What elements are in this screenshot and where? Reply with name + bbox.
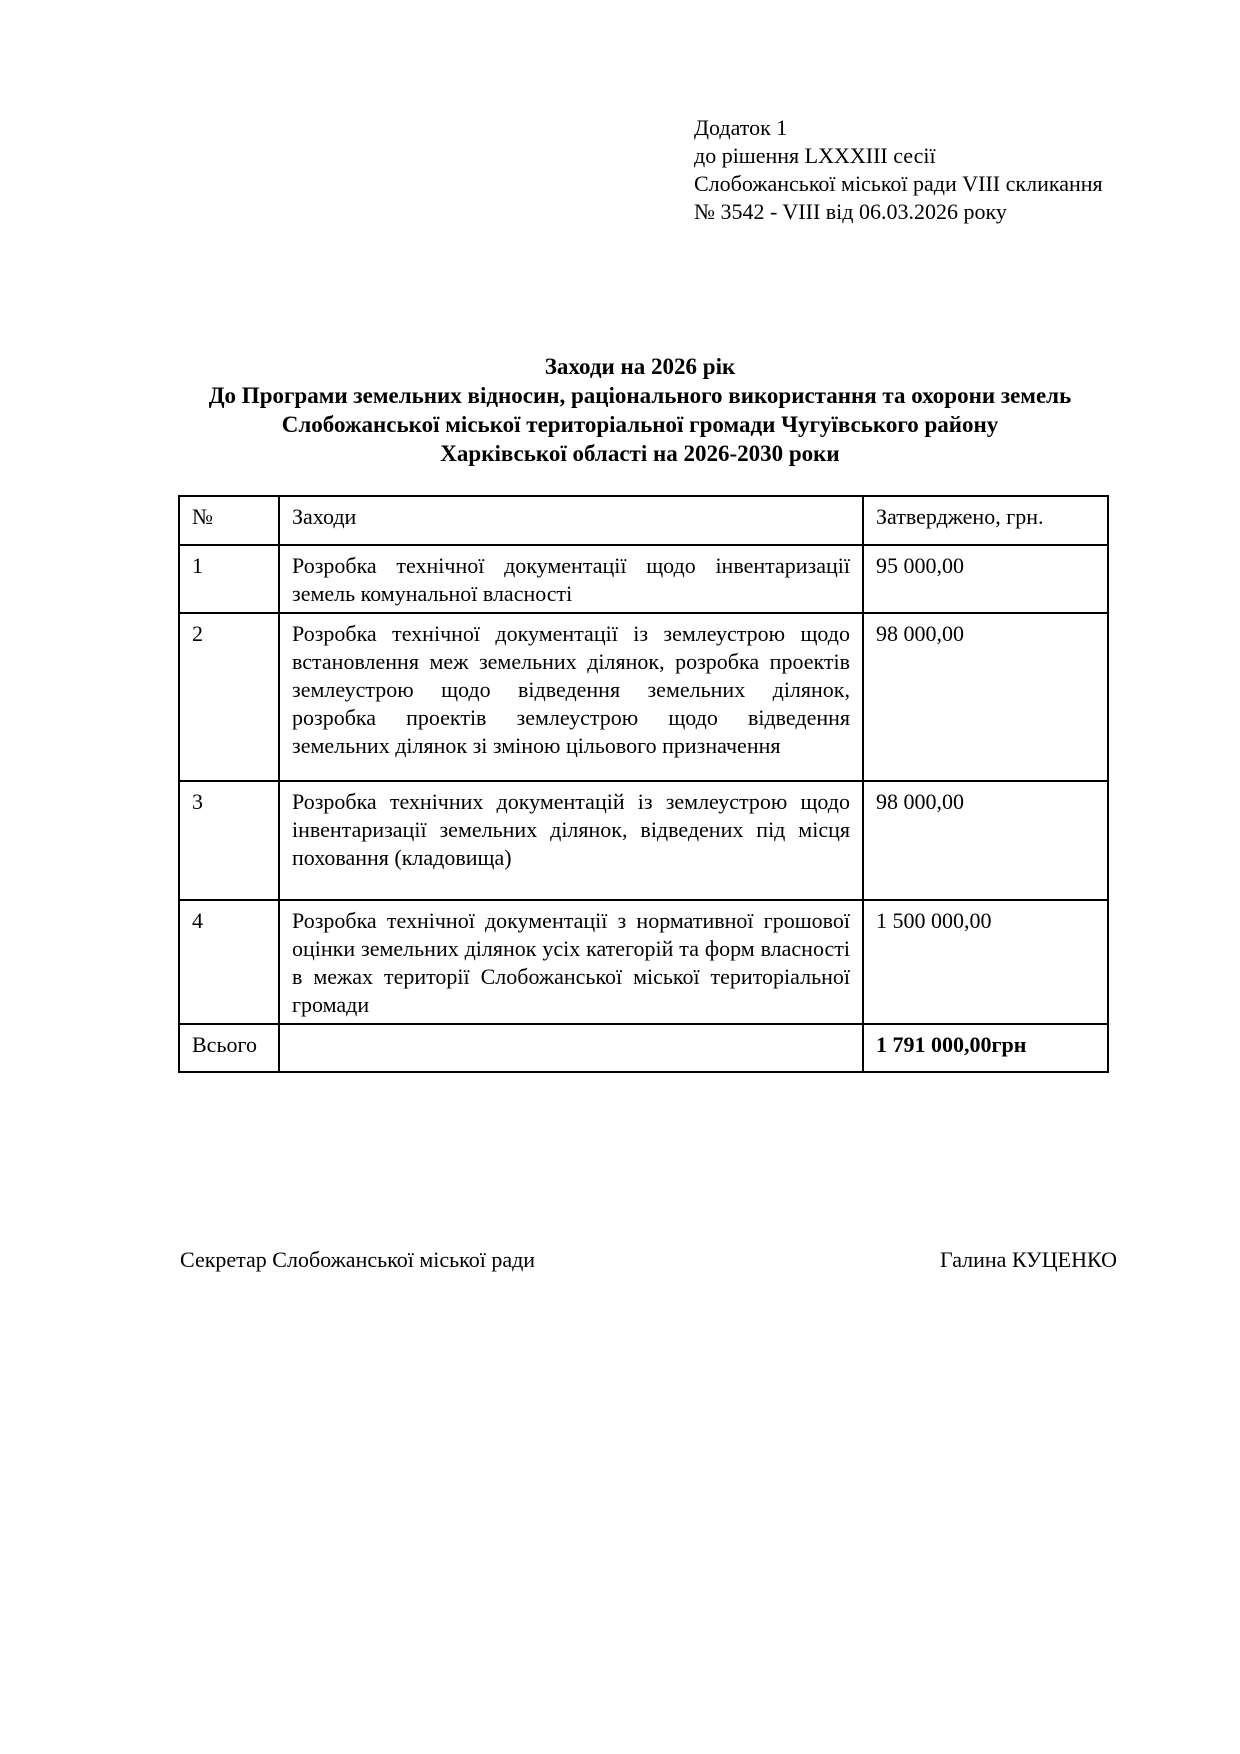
amount-cell: 98 000,00 <box>863 613 1108 781</box>
row-number-cell: 2 <box>179 613 279 781</box>
appendix-line: до рішення LXXXIII сесії <box>694 143 936 168</box>
appendix-line: Додаток 1 <box>694 115 788 140</box>
header-amount-cell: Затверджено, грн. <box>863 496 1108 545</box>
total-amount-cell: 1 791 000,00грн <box>863 1024 1108 1072</box>
table-row <box>179 545 1108 613</box>
measure-cell: Розробка технічної документації щодо інвентаризації земель комунальної власності <box>279 545 863 613</box>
measure-cell: Розробка технічної документації з нормативної грошової оцінки земельних ділянок усіх категорій та форм власності в межах території Слобожанської міської територіальної громади <box>279 900 863 1024</box>
appendix-line: № 3542 - VIII від 06.03.2026 року <box>694 199 1007 224</box>
table-row <box>179 781 1108 900</box>
amount-cell: 1 500 000,00 <box>863 900 1108 1024</box>
table-row <box>179 900 1108 1024</box>
amount-cell: 98 000,00 <box>863 781 1108 900</box>
row-number-cell: 3 <box>179 781 279 900</box>
amount-cell: 95 000,00 <box>863 545 1108 613</box>
appendix-line: Слобожанської міської ради VIII скликання <box>694 171 1103 196</box>
header-measure-cell: Заходи <box>279 496 863 545</box>
signature-position: Секретар Слобожанської міської ради <box>180 1247 536 1272</box>
table-header-row <box>179 496 1108 545</box>
document-title <box>110 352 1170 468</box>
row-number-cell: 4 <box>179 900 279 1024</box>
measure-cell: Розробка технічної документації із землеустрою щодо встановлення меж земельних ділянок, розробка проектів землеустрою щодо відведення земельних ділянок, розробка проектів землеустрою щодо відведення земельних ділянок зі зміною цільового призначення <box>279 613 863 781</box>
total-spacer-cell <box>279 1024 863 1072</box>
title-line: Заходи на 2026 рік <box>544 354 736 379</box>
title-line: Слобожанської міської територіальної громади Чугуївського району <box>281 412 999 437</box>
header-num-cell: № <box>179 496 279 545</box>
table-row <box>179 613 1108 781</box>
title-line: Харківської області на 2026-2030 роки <box>440 441 840 466</box>
appendix-block <box>694 114 1103 226</box>
title-line: До Програми земельних відносин, раціонального використання та охорони земель <box>208 383 1072 408</box>
total-label-cell: Всього <box>179 1024 279 1072</box>
measures-table <box>178 495 1109 1073</box>
table-total-row <box>179 1024 1108 1072</box>
measure-cell: Розробка технічних документацій із землеустрою щодо інвентаризації земельних ділянок, відведених під місця поховання (кладовища) <box>279 781 863 900</box>
signature-name: Галина КУЦЕНКО <box>940 1247 1117 1272</box>
signature-block <box>180 1246 1117 1274</box>
row-number-cell: 1 <box>179 545 279 613</box>
